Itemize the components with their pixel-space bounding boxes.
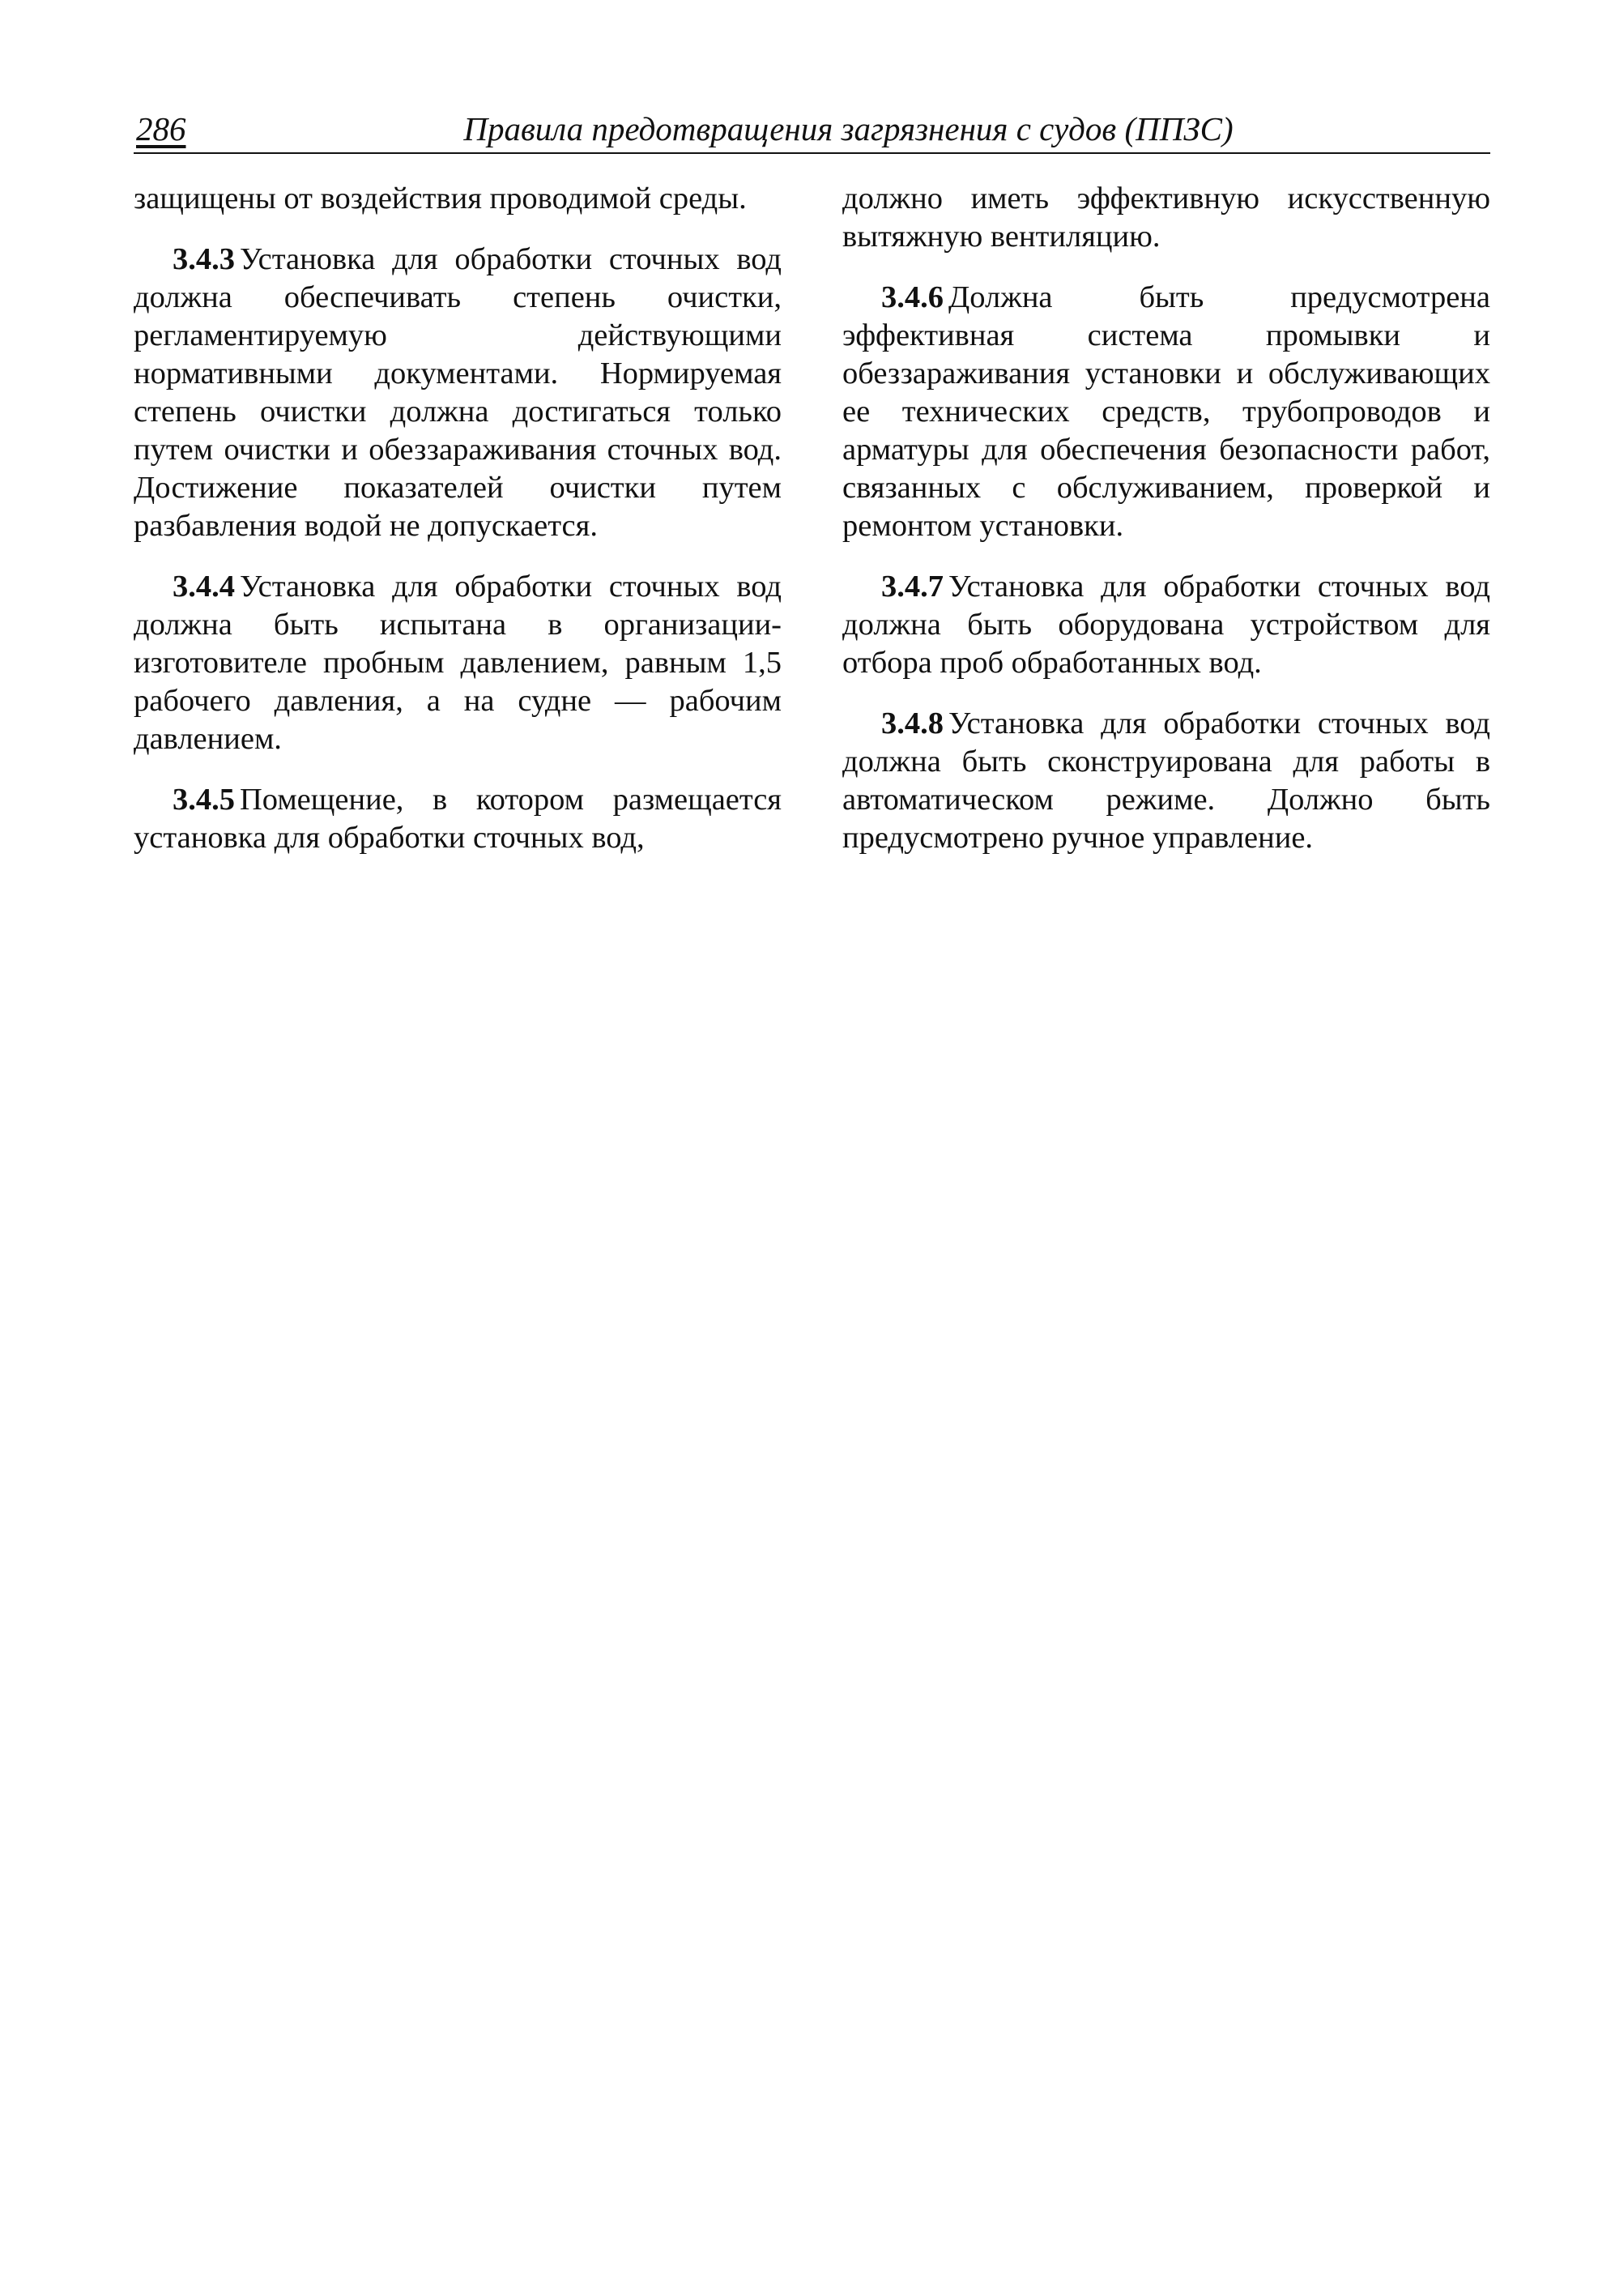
page-number: 286 bbox=[136, 110, 186, 147]
clause-text: Помещение, в котором размещается установка для обработки сточных вод, bbox=[134, 783, 782, 855]
paragraph-3-4-4 bbox=[134, 568, 782, 758]
clause-number: 3.4.3 bbox=[173, 242, 235, 276]
clause-number: 3.4.8 bbox=[881, 706, 944, 740]
paragraph-3-4-8 bbox=[842, 705, 1490, 857]
running-title: Правила предотвращения загрязнения с судов (ППЗС) bbox=[463, 110, 1234, 147]
document-page bbox=[134, 105, 1490, 855]
paragraph-continuation: должно иметь эффективную искусственную вытяжную вентиляцию. bbox=[842, 181, 1490, 254]
clause-text: Должна быть предусмотрена эффективная система промывки и обеззараживания установки и обслуживающих ее технических средств, трубопроводов и арматуры для обеспечения безопасности работ, связанных с обслуживанием, проверкой и ремонтом установки. bbox=[842, 280, 1490, 543]
clause-number: 3.4.6 bbox=[881, 280, 944, 314]
clause-text: Установка для обработки сточных вод должна обеспечивать степень очистки, регламентируемую действующими нормативными документами. Нормируемая степень очистки должна достигаться только путем очистки и обеззараживания сточных вод. Достижение показателей очистки путем разбавления водой не допускается. bbox=[134, 242, 782, 543]
paragraph-3-4-6 bbox=[842, 279, 1490, 545]
clause-text: Установка для обработки сточных вод должна быть сконструирована для работы в автоматическом режиме. Должно быть предусмотрено ручное управление. bbox=[842, 706, 1490, 855]
left-column bbox=[134, 180, 782, 880]
paragraph-3-4-5 bbox=[134, 781, 782, 857]
clause-number: 3.4.4 bbox=[173, 570, 235, 604]
right-column bbox=[842, 180, 1490, 880]
clause-text: Установка для обработки сточных вод должна быть оборудована устройством для отбора проб обработанных вод. bbox=[842, 570, 1490, 680]
paragraph-continuation: защищены от воздействия проводимой среды. bbox=[134, 181, 747, 216]
clause-number: 3.4.5 bbox=[173, 783, 235, 817]
paragraph-3-4-7 bbox=[842, 568, 1490, 682]
running-header bbox=[134, 105, 1490, 154]
paragraph-3-4-3 bbox=[134, 241, 782, 545]
clause-text: Установка для обработки сточных вод должна быть испытана в организации-изготовителе пробным давлением, равным 1,5 рабочего давления, а на судне — рабочим давлением. bbox=[134, 570, 782, 756]
clause-number: 3.4.7 bbox=[881, 570, 944, 604]
